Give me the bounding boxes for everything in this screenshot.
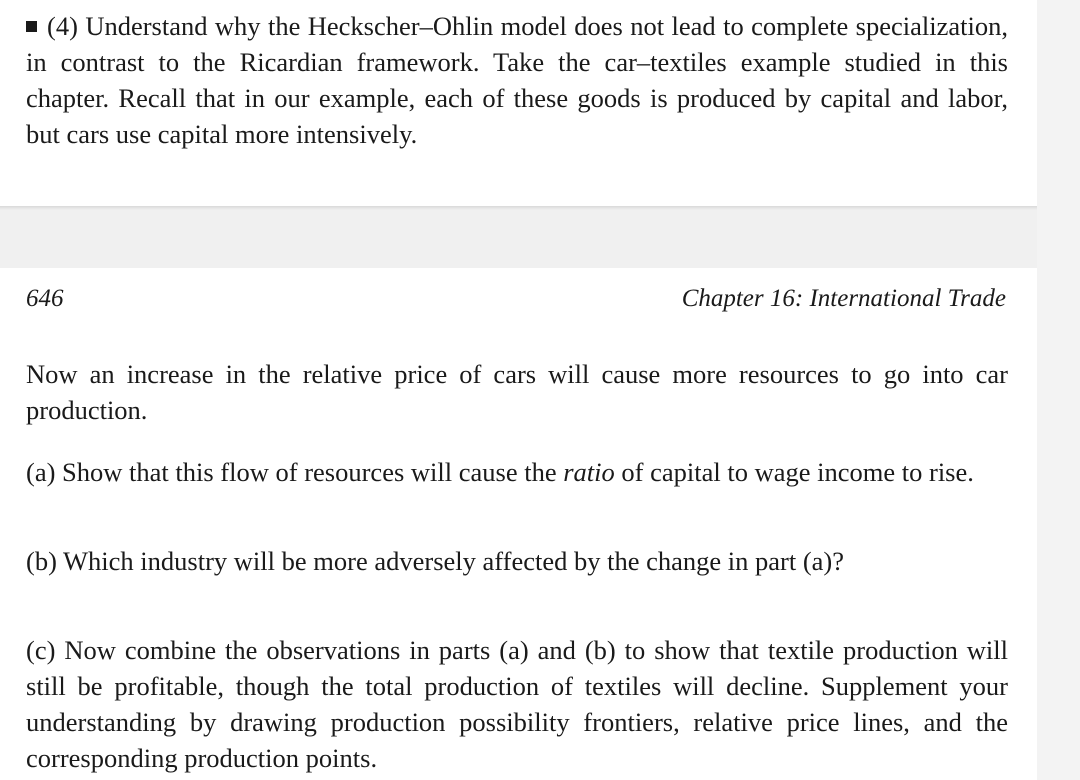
question-card <box>0 0 1037 206</box>
part-a-paragraph <box>26 454 1008 490</box>
page-number: 646 <box>26 285 64 312</box>
part-b-paragraph: (b) Which industry will be more adversely affected by the change in part (a)? <box>26 546 844 576</box>
part-c-paragraph: (c) Now combine the observations in parts (a) and (b) to show that textile production will still be profitable, though the total production of textiles will decline. Supplement your understanding by drawing production possibility frontiers, relative price lines, and the corresponding production points. <box>26 635 1008 773</box>
question-text: (4) Understand why the Heckscher–Ohlin model does not lead to complete specialization, in contrast to the Ricardian framework. Take the car–textiles example studied in this chapter. Recall that in our example, each of these goods is produced by capital and labor, but cars use capital more intensively. <box>26 11 1008 149</box>
bullet-square-icon <box>26 21 37 32</box>
page-separator <box>0 206 1037 268</box>
part-a-emphasis: ratio <box>563 457 615 487</box>
part-a-text-start: (a) Show that this flow of resources will cause the <box>26 457 564 487</box>
page-separator-shadow <box>0 206 1037 210</box>
chapter-title: Chapter 16: International Trade <box>681 285 1006 312</box>
right-margin <box>1037 0 1080 780</box>
part-a-text-end: of capital to wage income to rise. <box>614 457 974 487</box>
question-text-block <box>26 8 1008 152</box>
intro-paragraph: Now an increase in the relative price of cars will cause more resources to go into car production. <box>26 359 1008 425</box>
